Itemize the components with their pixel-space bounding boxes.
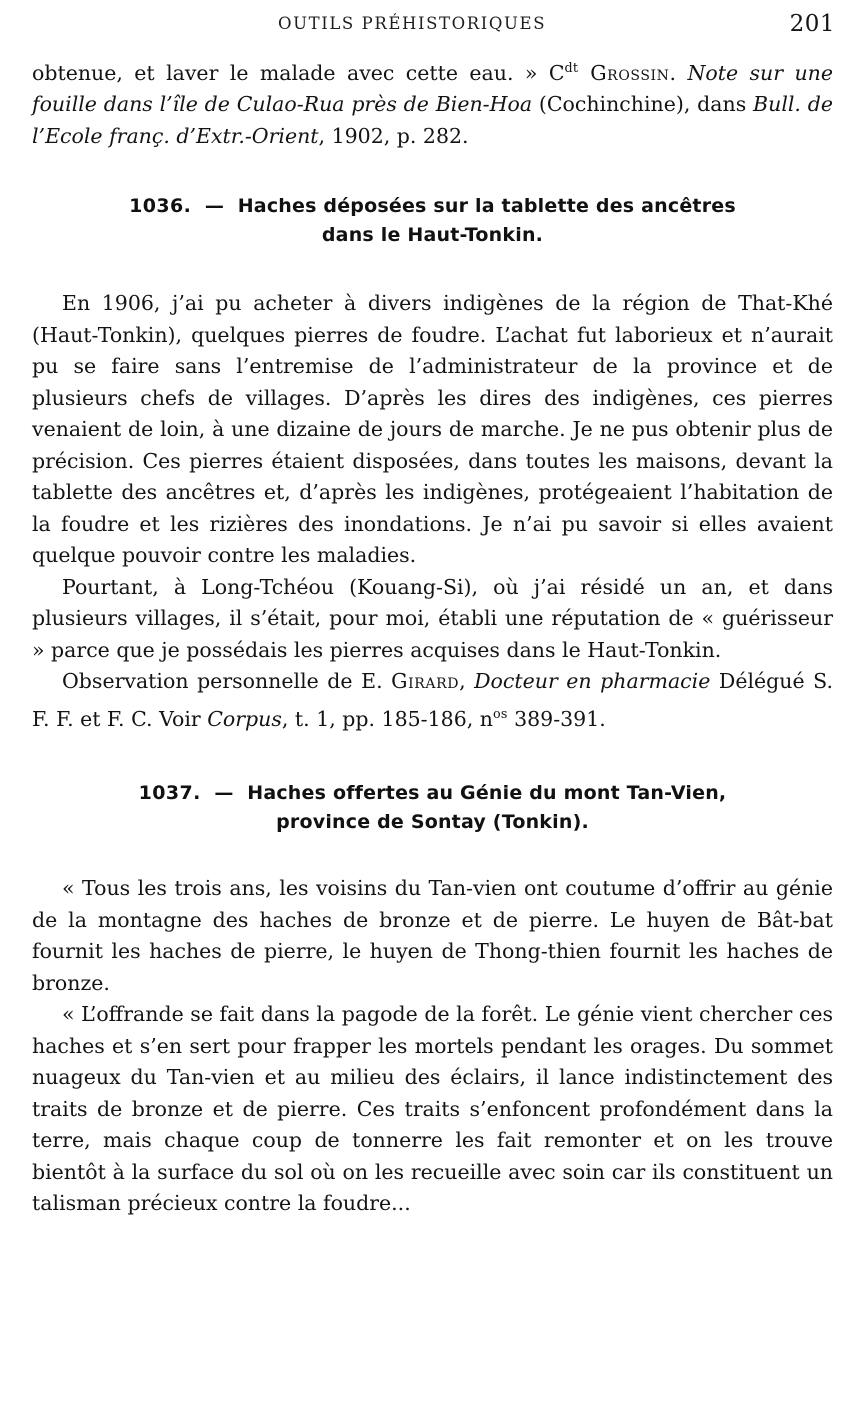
section-heading-line-1 bbox=[32, 779, 833, 808]
superscript-abbrev: dt bbox=[564, 60, 579, 75]
em-dash: — bbox=[214, 782, 234, 805]
section-number: 1036. bbox=[129, 195, 192, 218]
author-name: Grossin bbox=[578, 60, 670, 85]
page-number: 201 bbox=[789, 11, 835, 37]
text-fragment: Délégué S. F. F. et F. C. Voir bbox=[32, 669, 833, 731]
section-title: Haches offertes au Génie du mont Tan-Vien, bbox=[247, 782, 727, 805]
work-title: Note sur une fouille dans l’île de Culao-Rua près de Bien-Hoa bbox=[32, 60, 833, 117]
text-fragment: Observation personnelle de E. bbox=[62, 669, 392, 694]
paragraph-1036-3 bbox=[32, 666, 833, 735]
section-title: Haches déposées sur la tablette des ancêtres bbox=[237, 195, 736, 218]
paragraph-1036-1: En 1906, j’ai pu acheter à divers indigènes de la région de That-Khé (Haut-Tonkin), quelques pierres de foudre. L’achat fut laborieux et n’aurait pu se faire sans l’entremise de l’administrateur de la province et de plusieurs chefs de villages. D’après les dires des indigènes, ces pierres venaient de loin, à une dizaine de jours de marche. Je ne pus obtenir plus de précision. Ces pierres étaient disposées, dans toutes les maisons, devant la tablette des ancêtres et, d’après les indigènes, protégeaient l’habitation de la foudre et les rizières des inondations. Je n’ai pu savoir si elles avaient quelque pouvoir contre les maladies. bbox=[32, 291, 833, 568]
text-fragment: 389-391. bbox=[507, 706, 606, 731]
text-fragment: , 1902, p. 282. bbox=[318, 123, 469, 148]
paragraph-1036-2: Pourtant, à Long-Tchéou (Kouang-Si), où j’ai résidé un an, et dans plusieurs villages, il s’était, pour moi, établi une réputation de « guérisseur » parce que je possédais les pierres acquises dans le Haut-Tonkin. bbox=[32, 574, 833, 662]
corpus-reference: Corpus bbox=[207, 706, 282, 731]
title-qualifier: Docteur en pharmacie bbox=[474, 669, 711, 694]
section-number: 1037. bbox=[138, 782, 201, 805]
text-fragment: obtenue, et laver le malade avec cette eau. » C bbox=[32, 60, 565, 85]
paragraph-1037-1: « Tous les trois ans, les voisins du Tan-vien ont coutume d’offrir au génie de la montagne des haches de bronze et de pierre. Le huyen de Bât-bat fournit les haches de pierre, le huyen de Thong-thien fournit les haches de bronze. bbox=[32, 876, 833, 995]
section-heading-line-2: province de Sontay (Tonkin). bbox=[276, 811, 589, 834]
text-fragment: (Cochinchine), dans bbox=[532, 92, 754, 117]
paragraph-1037-2: « L’offrande se fait dans la pagode de la forêt. Le génie vient chercher ces haches et s’en sert pour frapper les mortels pendant les orages. Du sommet nuageux du Tan-vien et au milieu des éclairs, il lance indistinctement des traits de bronze et de pierre. Ces traits s’enfoncent profondément dans la terre, mais chaque coup de tonnerre les fait remonter et on les trouve bientôt à la surface du sol où on les recueille avec soin car ils constituent un talisman précieux contre la foudre... bbox=[32, 1002, 833, 1216]
page-body bbox=[26, 52, 841, 1220]
section-heading-1036 bbox=[32, 192, 833, 250]
running-header bbox=[26, 11, 841, 44]
text-fragment: , bbox=[459, 669, 475, 694]
author-name: Girard bbox=[391, 669, 460, 694]
running-head-title: OUTILS PRÉHISTORIQUES bbox=[278, 14, 547, 33]
paragraph-continuation bbox=[32, 52, 833, 152]
source-title: Bull. de l’Ecole franç. d’Extr.-Orient bbox=[32, 92, 833, 148]
section-heading-line-1 bbox=[32, 192, 833, 221]
section-heading-line-2: dans le Haut-Tonkin. bbox=[321, 224, 544, 247]
text-fragment: , t. 1, pp. 185-186, n bbox=[281, 706, 493, 731]
em-dash: — bbox=[204, 195, 225, 218]
superscript-abbrev: os bbox=[492, 705, 508, 721]
text-fragment: . bbox=[669, 60, 688, 85]
section-heading-1037 bbox=[32, 779, 833, 837]
